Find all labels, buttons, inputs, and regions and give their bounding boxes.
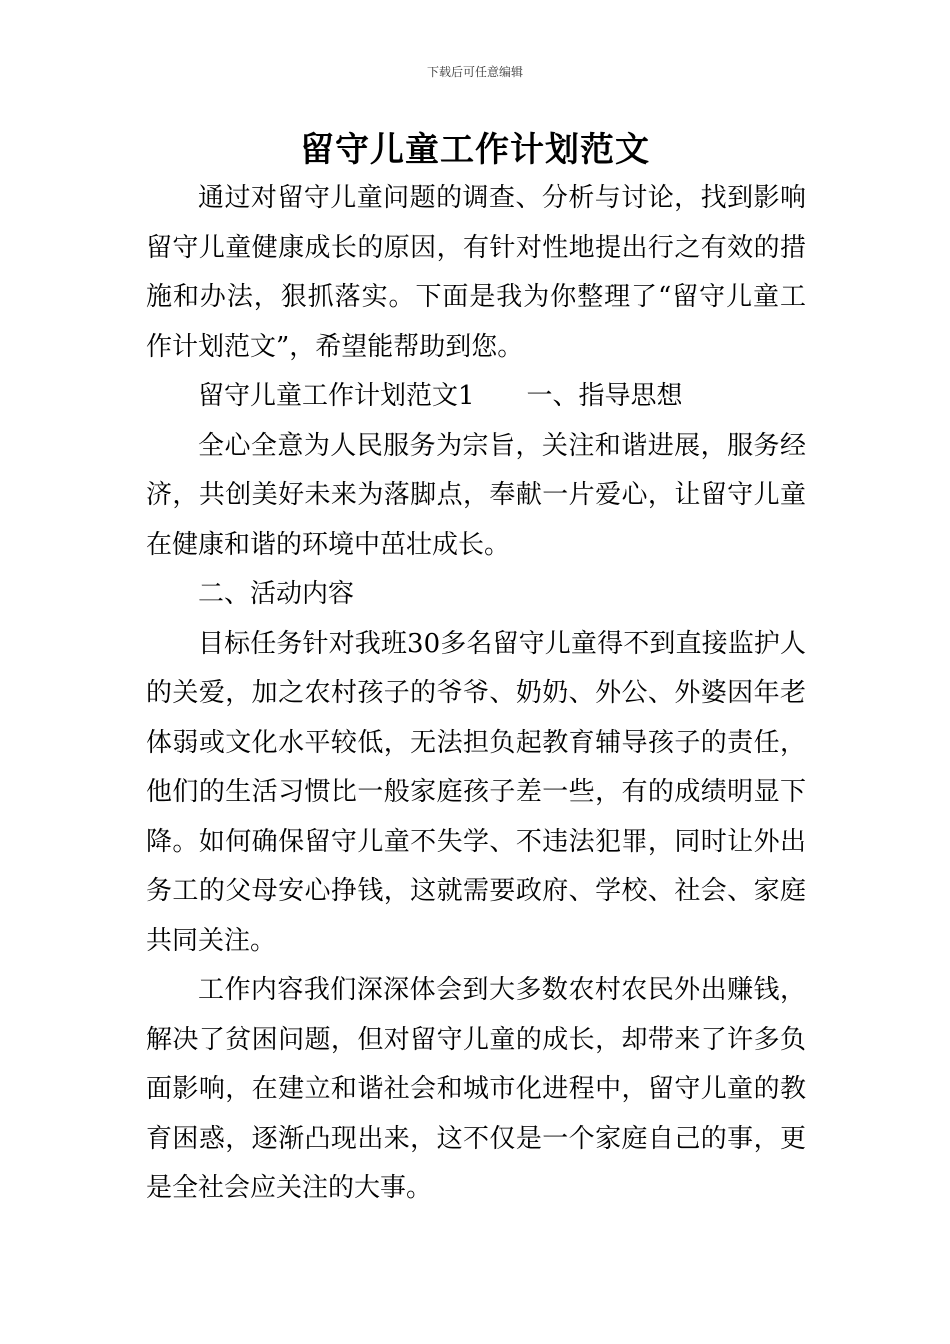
document-body [146, 174, 806, 1214]
header-note: 下载后可任意编辑 [426, 65, 523, 79]
paragraph-section-heading-2: 二、活动内容 [198, 579, 355, 609]
paragraph-work-content: 工作内容我们深深体会到大多数农村农民外出赚钱，解决了贫困问题，但对留守儿童的成长，却带来了许多负面影响，在建立和谐社会和城市化进程中，留守儿童的教育困惑，逐渐凸现出来，这不仅是一个家庭自己的事，更是全社会应关注的大事。 [146, 975, 806, 1203]
paragraph-goals: 目标任务针对我班30多名留守儿童得不到直接监护人的关爱，加之农村孩子的爷爷、奶奶、外公、外婆因年老体弱或文化水平较低，无法担负起教育辅导孩子的责任，他们的生活习惯比一般家庭孩子差一些，有的成绩明显下降。如何确保留守儿童不失学、不违法犯罪，同时让外出务工的父母安心挣钱，这就需要政府、学校、社会、家庭共同关注。 [146, 628, 806, 956]
paragraph-intro: 通过对留守儿童问题的调查、分析与讨论，找到影响留守儿童健康成长的原因，有针对性地提出行之有效的措施和办法，狠抓落实。下面是我为你整理了“留守儿童工作计划范文”，希望能帮助到您。 [146, 183, 806, 362]
paragraph-guiding-thought: 全心全意为人民服务为宗旨，关注和谐进展，服务经济，共创美好未来为落脚点，奉献一片爱心，让留守儿童在健康和谐的环境中茁壮成长。 [146, 430, 806, 560]
document-title: 留守儿童工作计划范文 [300, 130, 650, 170]
paragraph-section-heading-1: 留守儿童工作计划范文1 一、指导思想 [198, 381, 683, 411]
